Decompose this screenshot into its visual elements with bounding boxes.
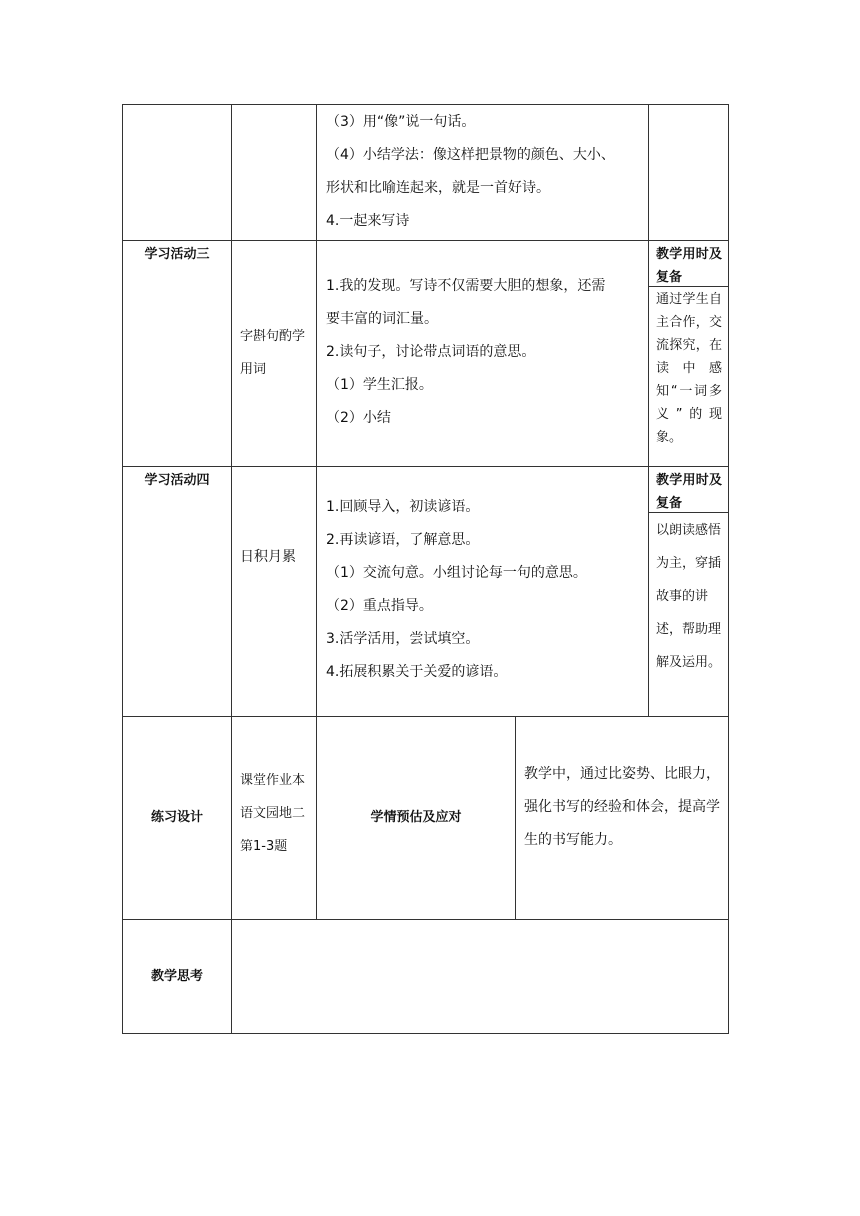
activity4-line: （2）重点指导。 bbox=[326, 598, 433, 614]
estimate-label: 学情预估及应对 bbox=[370, 810, 462, 825]
activity4-line: （1）交流句意。小组讨论每一句的意思。 bbox=[326, 565, 587, 581]
col-divider-3 bbox=[648, 104, 649, 716]
practice-content: 课堂作业本语文园地二第1-3题 bbox=[240, 773, 306, 854]
table-border-top bbox=[122, 104, 729, 105]
section1-content bbox=[326, 106, 644, 238]
activity3-line: 1.我的发现。写诗不仅需要大胆的想象，还需 bbox=[326, 278, 606, 294]
section1-line: 4.一起来写诗 bbox=[326, 213, 410, 229]
activity4-title: 学习活动四 bbox=[144, 473, 210, 488]
activity3-topic: 字斟句酌学用词 bbox=[240, 329, 306, 377]
activity4-line: 4.拓展积累关于关爱的谚语。 bbox=[326, 664, 508, 680]
row-divider-3 bbox=[122, 716, 729, 717]
row-divider-4 bbox=[122, 919, 729, 920]
section1-line: （3）用“像”说一句话。 bbox=[326, 114, 476, 130]
activity4-side-note: 以朗读感悟为主，穿插故事的讲述，帮助理解及运用。 bbox=[656, 523, 722, 670]
activity4-topic: 日积月累 bbox=[240, 549, 296, 565]
activity4-content bbox=[326, 491, 644, 689]
activity3-side-note: 通过学生自主合作，交流探究，在读中感知“一词多义”的现象。 bbox=[656, 292, 722, 445]
activity3-line: 要丰富的词汇量。 bbox=[326, 311, 438, 327]
activity3-title: 学习活动三 bbox=[144, 247, 210, 262]
activity3-line: （2）小结 bbox=[326, 410, 391, 426]
activity4-line: 2.再读谚语，了解意思。 bbox=[326, 532, 480, 548]
section1-line: 形状和比喻连起来，就是一首好诗。 bbox=[326, 180, 550, 196]
section1-line: （4）小结学法：像这样把景物的颜色、大小、 bbox=[326, 147, 615, 163]
practice-label: 练习设计 bbox=[150, 810, 203, 825]
activity3-line: （1）学生汇报。 bbox=[326, 377, 433, 393]
estimate-content: 教学中，通过比姿势、比眼力，强化书写的经验和体会，提高学生的书写能力。 bbox=[524, 766, 720, 848]
col-divider-4 bbox=[515, 716, 516, 919]
reflection-label: 教学思考 bbox=[150, 969, 203, 984]
activity4-line: 3.活学活用，尝试填空。 bbox=[326, 631, 480, 647]
activity4-side-header: 教学用时及复备 bbox=[656, 473, 722, 511]
activity3-line: 2.读句子，讨论带点词语的意思。 bbox=[326, 344, 536, 360]
table-border-bottom bbox=[122, 1033, 729, 1034]
activity4-line: 1.回顾导入，初读谚语。 bbox=[326, 499, 480, 515]
col-divider-2 bbox=[316, 104, 317, 919]
activity3-content bbox=[326, 270, 644, 435]
col-divider-1 bbox=[231, 104, 232, 1033]
table-border-right bbox=[728, 104, 729, 1033]
activity3-side-header: 教学用时及复备 bbox=[656, 247, 722, 285]
